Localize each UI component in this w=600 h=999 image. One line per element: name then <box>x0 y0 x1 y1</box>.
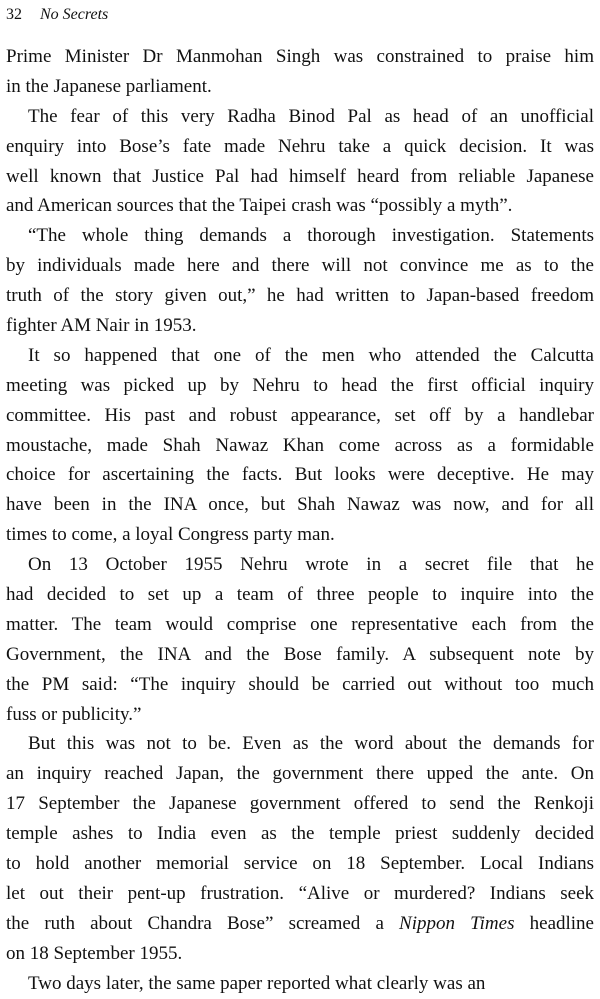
text-line: On 13 October 1955 Nehru wrote in a secret file that he <box>28 554 594 576</box>
text-line: the PM said: “The inquiry should be carried out without too much <box>6 673 594 695</box>
text-line: by individuals made here and there will not convince me as to the <box>6 255 594 277</box>
book-page <box>6 2 594 994</box>
text-line: choice for ascertaining the facts. But looks were deceptive. He may <box>6 464 594 486</box>
text-line: on 18 September 1955. <box>6 942 183 964</box>
text-segment: headline <box>514 912 594 934</box>
newspaper-title: Nippon Times <box>399 912 515 934</box>
running-head <box>6 2 594 28</box>
paragraph <box>6 550 594 729</box>
paragraph <box>6 102 594 222</box>
text-line: to hold another memorial service on 18 September. Local Indians <box>6 853 594 875</box>
paragraph <box>6 221 594 341</box>
paragraph <box>6 969 594 999</box>
text-line: an inquiry reached Japan, the government there upped the ante. On <box>6 763 594 785</box>
text-line: Two days later, the same paper reported what clearly was an <box>28 972 486 994</box>
text-line: let out their pent-up frustration. “Alive or murdered? Indians seek <box>6 882 594 904</box>
text-segment: the ruth about Chandra Bose” screamed a <box>6 912 400 934</box>
text-line: times to come, a loyal Congress party man. <box>6 524 335 546</box>
paragraph <box>6 42 594 102</box>
paragraph <box>6 729 594 968</box>
text-line: had decided to set up a team of three people to inquire into the <box>6 584 594 606</box>
page-number: 32 <box>6 6 22 23</box>
text-line: have been in the INA once, but Shah Nawaz was now, and for all <box>6 494 594 516</box>
text-line: temple ashes to India even as the temple priest suddenly decided <box>6 823 594 845</box>
text-line: It so happened that one of the men who attended the Calcutta <box>28 344 594 366</box>
text-line: and American sources that the Taipei crash was “possibly a myth”. <box>6 195 513 217</box>
text-line: fuss or publicity.” <box>6 703 142 725</box>
text-line: fighter AM Nair in 1953. <box>6 315 197 337</box>
text-line: Government, the INA and the Bose family. A subsequent note by <box>6 643 594 665</box>
text-line-with-title <box>6 909 594 939</box>
text-line: well known that Justice Pal had himself heard from reliable Japanese <box>6 165 594 187</box>
text-line: 17 September the Japanese government offered to send the Renkoji <box>6 793 594 815</box>
text-line: matter. The team would comprise one representative each from the <box>6 613 594 635</box>
text-line: But this was not to be. Even as the word about the demands for <box>28 733 594 755</box>
body-text <box>6 42 594 999</box>
text-line: in the Japanese parliament. <box>6 75 212 97</box>
book-title: No Secrets <box>40 6 109 23</box>
text-line: “The whole thing demands a thorough investigation. Statements <box>28 225 594 247</box>
text-line: committee. His past and robust appearance, set off by a handlebar <box>6 404 594 426</box>
paragraph <box>6 341 594 550</box>
text-line: moustache, made Shah Nawaz Khan come across as a formidable <box>6 434 594 456</box>
text-line: Prime Minister Dr Manmohan Singh was constrained to praise him <box>6 46 594 67</box>
text-line: truth of the story given out,” he had written to Japan-based freedom <box>6 285 594 307</box>
text-line: enquiry into Bose’s fate made Nehru take a quick decision. It was <box>6 135 594 157</box>
text-line: The fear of this very Radha Binod Pal as head of an unofficial <box>28 105 594 127</box>
text-line: meeting was picked up by Nehru to head the first official inquiry <box>6 374 594 396</box>
